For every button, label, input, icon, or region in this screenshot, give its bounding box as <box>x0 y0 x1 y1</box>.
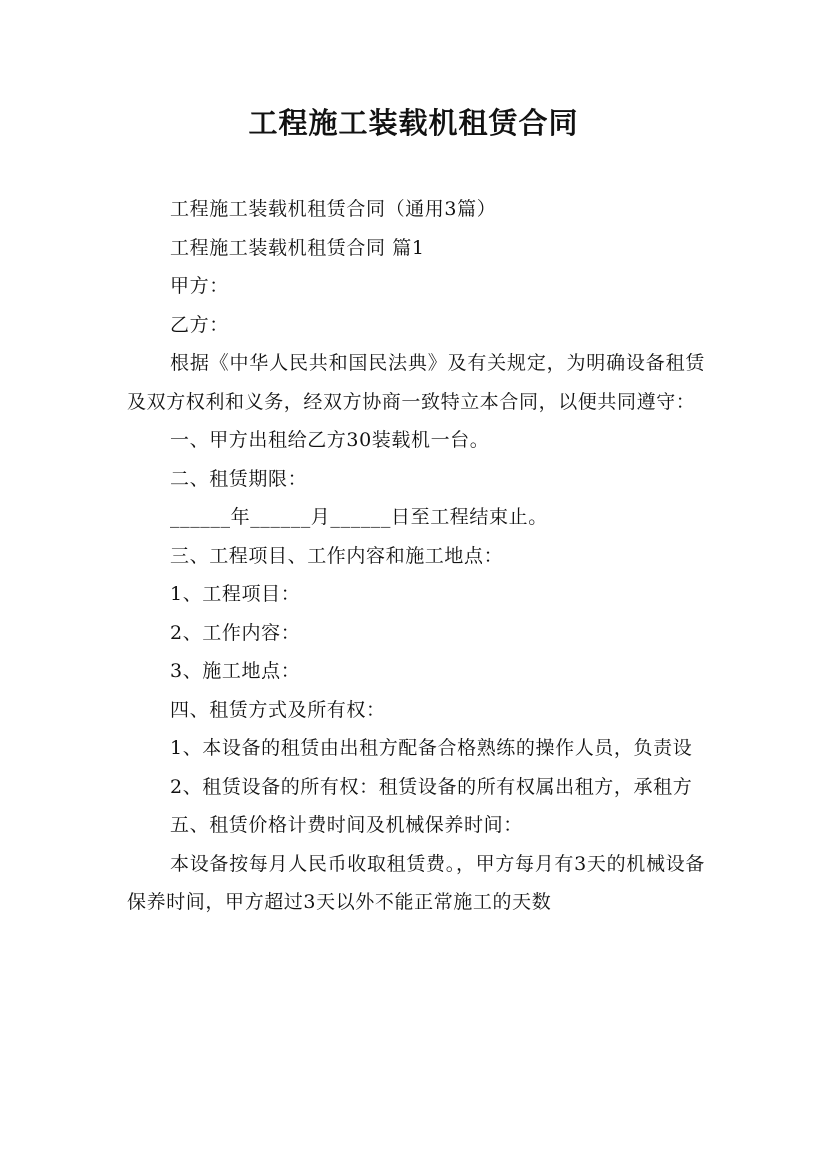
paragraph-lease-method: 1、本设备的租赁由出租方配备合格熟练的操作人员，负责设 <box>170 737 693 759</box>
paragraph-site: 3、施工地点： <box>170 660 301 682</box>
paragraph-pricing: 本设备按每月人民币收取租赁费。，甲方每月有3天的机械设备保养时间，甲方超过3天以外不能正常施工的天数 <box>127 852 705 913</box>
paragraph-preamble: 根据《中华人民共和国民法典》及有关规定，为明确设备租赁及双方权利和义务，经双方协商一致特立本合同，以便共同遵守： <box>127 352 705 413</box>
paragraph-section-heading: 工程施工装载机租赁合同 篇1 <box>170 236 425 259</box>
paragraph-clause-4: 四、租赁方式及所有权： <box>170 698 386 721</box>
paragraph-clause-3: 三、工程项目、工作内容和施工地点： <box>170 544 504 567</box>
paragraph-clause-2: 二、租赁期限： <box>170 467 308 490</box>
paragraph-lease-period: ______年______月______日至工程结束止。 <box>170 506 548 528</box>
paragraph-ownership: 2、租赁设备的所有权：租赁设备的所有权属出租方，承租方 <box>170 775 693 798</box>
paragraph-clause-1: 一、甲方出租给乙方30装载机一台。 <box>170 429 490 451</box>
document-title: 工程施工装载机租赁合同 <box>248 106 579 140</box>
paragraph-work-content: 2、工作内容： <box>170 621 301 644</box>
paragraph-party-b: 乙方： <box>170 313 229 336</box>
paragraph-party-a: 甲方： <box>170 275 229 297</box>
paragraph-clause-5: 五、租赁价格计费时间及机械保养时间： <box>170 814 523 836</box>
document-body <box>127 190 705 922</box>
paragraph-collection-title: 工程施工装载机租赁合同（通用3篇） <box>170 198 497 220</box>
paragraph-project: 1、工程项目： <box>170 583 301 605</box>
